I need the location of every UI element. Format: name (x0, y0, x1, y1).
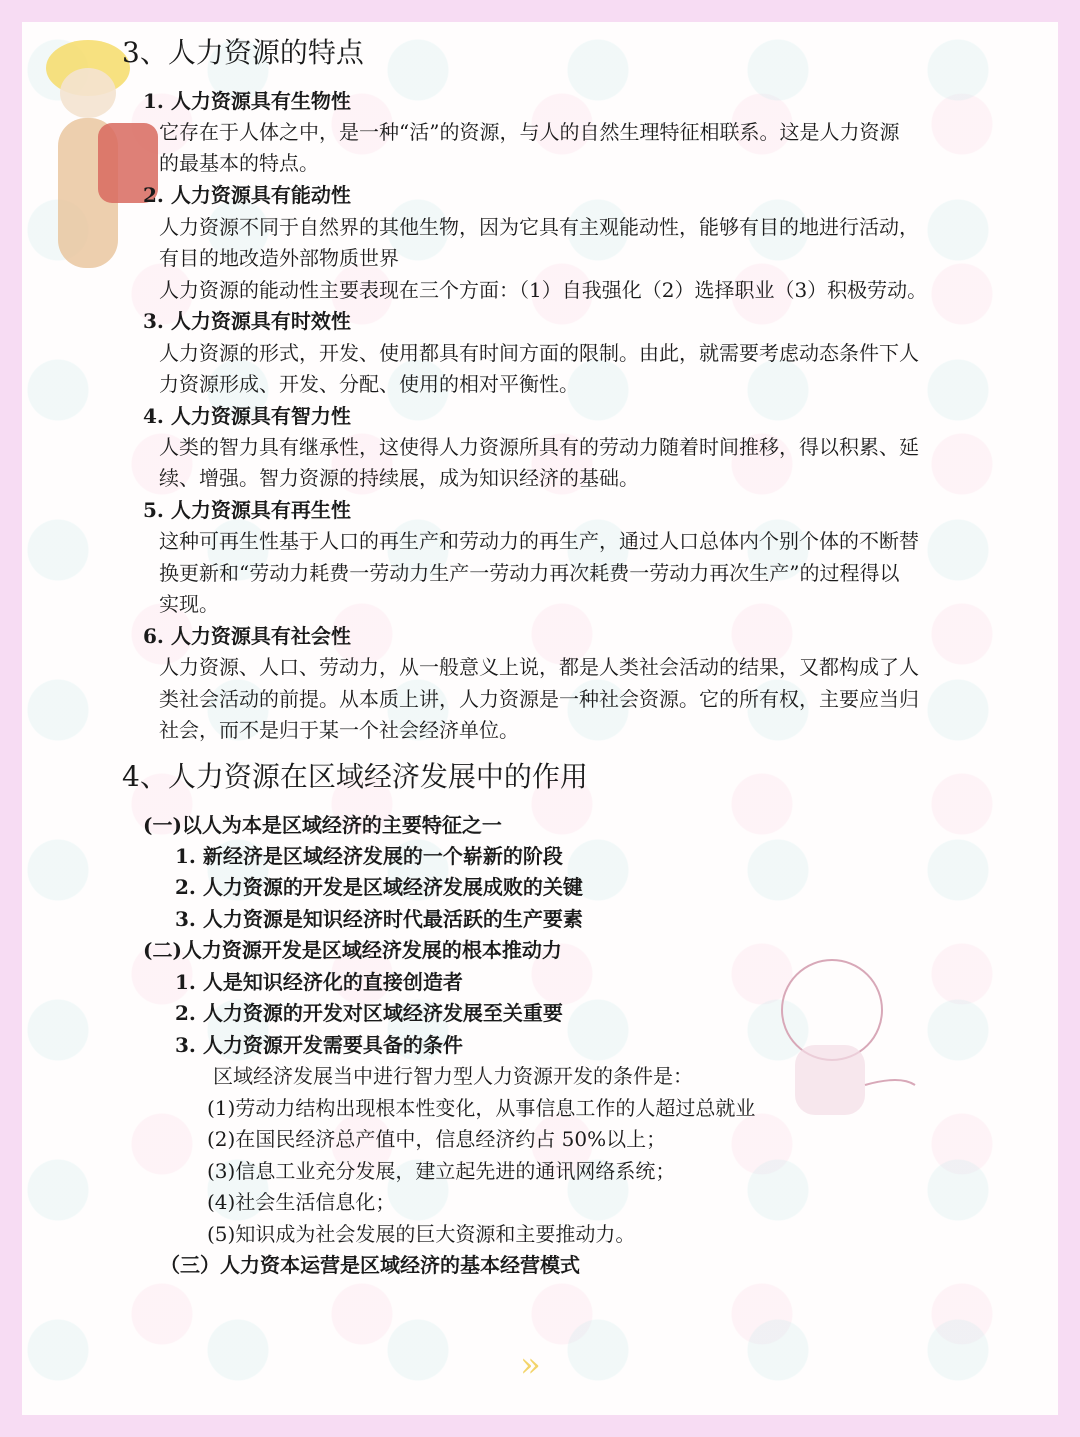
item-heading: 6. 人力资源具有社会性 (143, 624, 351, 648)
item-heading: 3. 人力资源具有时效性 (143, 309, 351, 333)
paragraph-line: 力资源形成、开发、分配、使用的相对平衡性。 (159, 372, 579, 396)
paragraph-line: 换更新和“劳动力耗费一劳动力生产一劳动力再次耗费一劳动力再次生产”的过程得以 (159, 561, 900, 585)
part-heading: （三）人力资本运营是区域经济的基本经营模式 (160, 1253, 580, 1277)
paragraph-line: 人力资源的形式，开发、使用都具有时间方面的限制。由此，就需要考虑动态条件下人 (159, 341, 919, 365)
list-item: 1. 人是知识经济化的直接创造者 (175, 970, 463, 994)
paragraph-line: 人力资源不同于自然界的其他生物，因为它具有主观能动性，能够有目的地进行活动， (159, 215, 919, 239)
list-item: 3. 人力资源开发需要具备的条件 (175, 1033, 463, 1057)
paragraph-line: 它存在于人体之中，是一种“活”的资源，与人的自然生理特征相联系。这是人力资源 (159, 120, 900, 144)
item-heading: 1. 人力资源具有生物性 (143, 89, 351, 113)
conditions-intro: 区域经济发展当中进行智力型人力资源开发的条件是： (213, 1064, 693, 1088)
condition-item: (4)社会生活信息化； (207, 1190, 396, 1214)
dinosaur-hood-girl-illustration (770, 955, 920, 1125)
paragraph-line: 的最基本的特点。 (159, 151, 319, 175)
section-title: 3、人力资源的特点 (122, 36, 364, 69)
item-heading: 4. 人力资源具有智力性 (143, 404, 351, 428)
paragraph-line: 续、增强。智力资源的持续展，成为知识经济的基础。 (159, 466, 639, 490)
section-title: 4、人力资源在区域经济发展中的作用 (122, 760, 588, 793)
list-item: 2. 人力资源的开发对区域经济发展至关重要 (175, 1001, 563, 1025)
list-item: 2. 人力资源的开发是区域经济发展成败的关键 (175, 875, 583, 899)
part-heading: (二)人力资源开发是区域经济发展的根本推动力 (143, 938, 562, 962)
condition-item: (5)知识成为社会发展的巨大资源和主要推动力。 (207, 1222, 636, 1246)
paragraph-line: 这种可再生性基于人口的再生产和劳动力的再生产，通过人口总体内个别个体的不断替 (159, 529, 919, 553)
paragraph-line: 有目的地改造外部物质世界 (159, 246, 399, 270)
paragraph-line: 人类的智力具有继承性，这使得人力资源所具有的劳动力随着时间推移，得以积累、延 (159, 435, 919, 459)
paragraph-line: 人力资源、人口、劳动力，从一般意义上说，都是人类社会活动的结果，又都构成了人 (159, 655, 919, 679)
item-heading: 5. 人力资源具有再生性 (143, 498, 351, 522)
list-item: 1. 新经济是区域经济发展的一个崭新的阶段 (175, 844, 563, 868)
condition-item: (2)在国民经济总产值中，信息经济约占 50%以上； (207, 1127, 667, 1151)
list-item: 3. 人力资源是知识经济时代最活跃的生产要素 (175, 907, 583, 931)
item-heading: 2. 人力资源具有能动性 (143, 183, 351, 207)
chevron-arrows-icon: » (520, 1345, 541, 1385)
paragraph-line: 类社会活动的前提。从本质上讲，人力资源是一种社会资源。它的所有权，主要应当归 (159, 687, 919, 711)
paragraph-line: 人力资源的能动性主要表现在三个方面：（1）自我强化（2）选择职业（3）积极劳动。 (159, 278, 928, 302)
paragraph-line: 实现。 (159, 592, 219, 616)
part-heading: (一)以人为本是区域经济的主要特征之一 (143, 813, 502, 837)
paragraph-line: 社会，而不是归于某一个社会经济单位。 (159, 718, 519, 742)
condition-item: (3)信息工业充分发展，建立起先进的通讯网络系统； (207, 1159, 676, 1183)
condition-item: (1)劳动力结构出现根本性变化，从事信息工作的人超过总就业 (207, 1096, 756, 1120)
